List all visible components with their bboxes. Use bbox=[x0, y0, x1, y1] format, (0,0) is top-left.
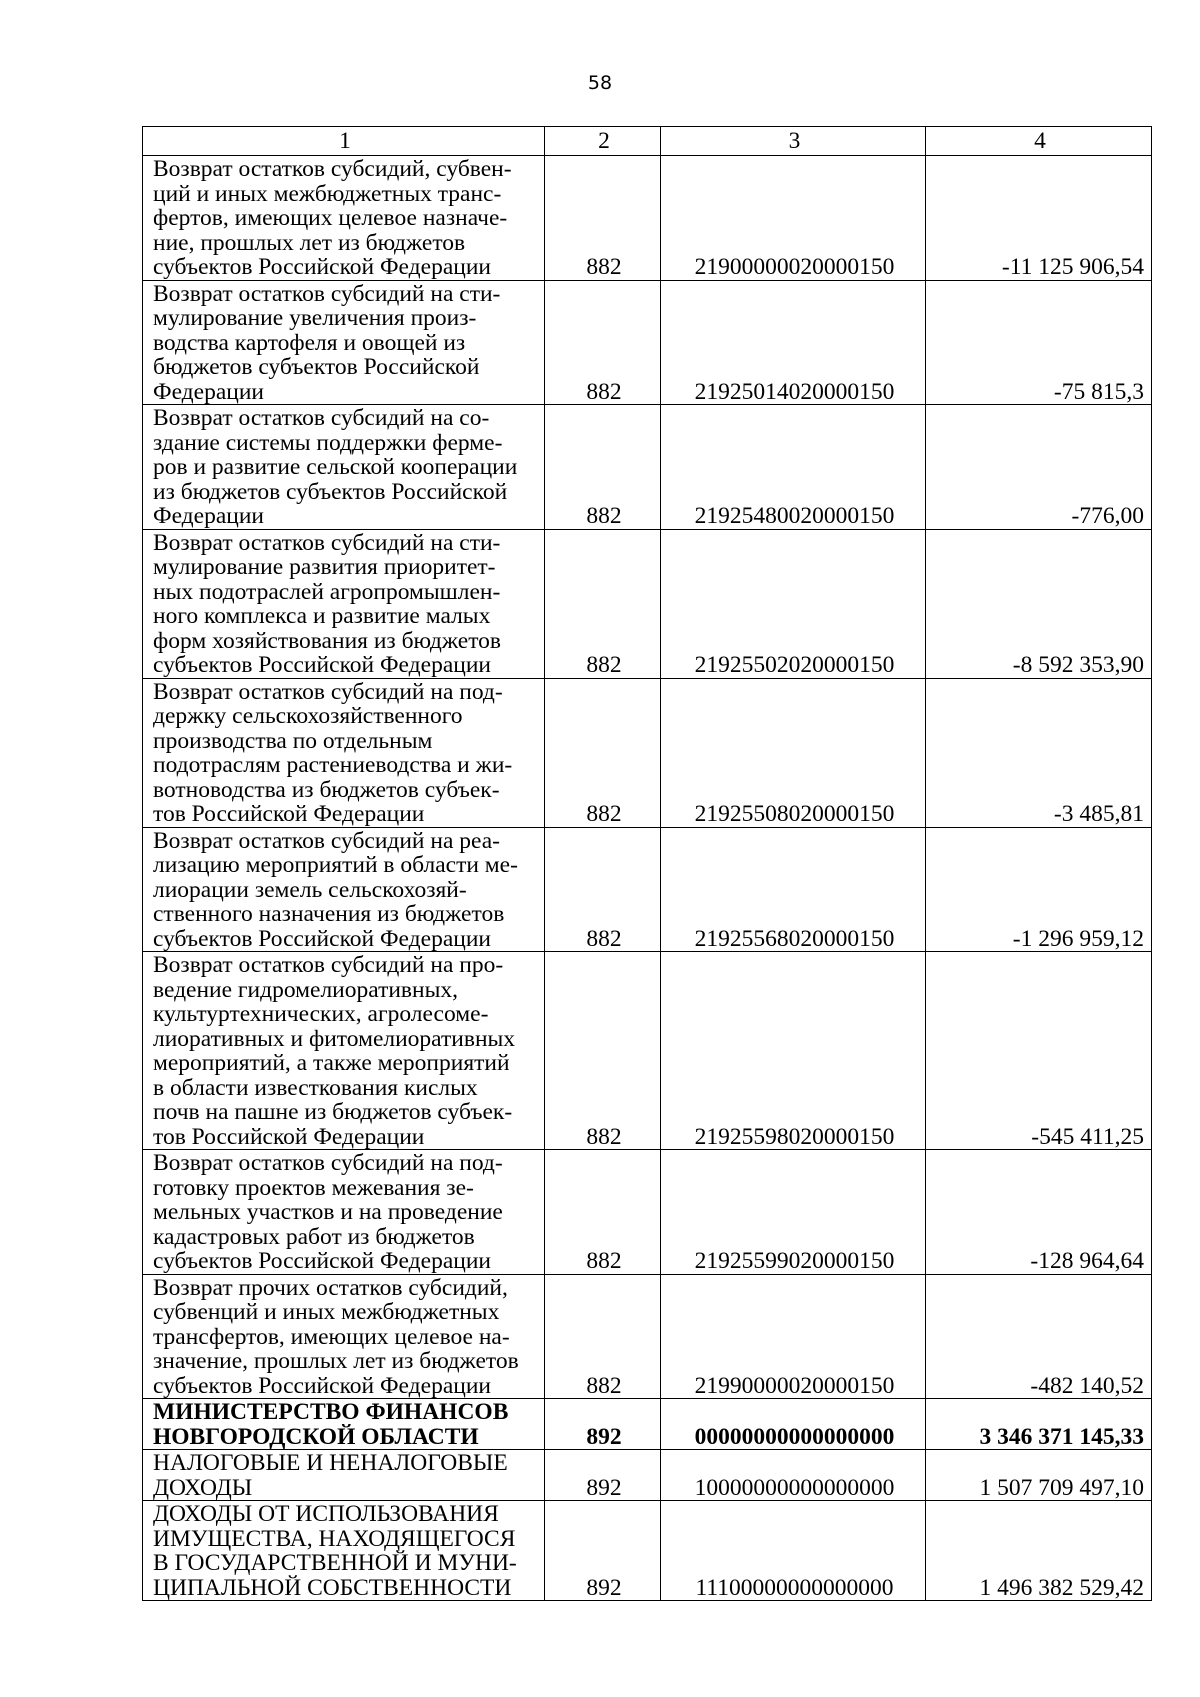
table-body bbox=[143, 156, 1152, 1601]
classification-code: 21925502020000150 bbox=[661, 529, 926, 678]
row-name-line: тов Российской Федерации bbox=[153, 801, 425, 827]
classification-code: 11100000000000000 bbox=[661, 1501, 926, 1601]
row-name-line: субъектов Российской Федерации bbox=[153, 925, 491, 952]
column-header-2: 2 bbox=[545, 127, 661, 156]
amount-value: -545 411,25 bbox=[926, 952, 1152, 1150]
amount-value: -11 125 906,54 bbox=[926, 156, 1152, 281]
row-name-line: ственного назначения из бюджетов bbox=[153, 901, 505, 927]
row-name-line: ние, прошлых лет из бюджетов bbox=[153, 229, 466, 256]
row-name-line: Возврат остатков субсидий на под- bbox=[153, 678, 503, 705]
admin-code: 892 bbox=[545, 1450, 661, 1501]
classification-code: 21925014020000150 bbox=[661, 280, 926, 405]
row-name-line: держку сельскохозяйственного bbox=[153, 703, 463, 729]
table-header bbox=[143, 127, 1152, 156]
header-row bbox=[143, 127, 1152, 156]
row-name-line: производства по отдельным bbox=[153, 727, 433, 754]
row-name-line: НОВГОРОДСКОЙ ОБЛАСТИ bbox=[153, 1423, 479, 1450]
row-name-line: форм хозяйствования из бюджетов bbox=[153, 627, 502, 654]
table-row bbox=[143, 280, 1152, 405]
classification-code: 21925508020000150 bbox=[661, 678, 926, 827]
amount-value: -482 140,52 bbox=[926, 1274, 1152, 1399]
table-row bbox=[143, 405, 1152, 530]
row-name-line: НАЛОГОВЫЕ И НЕНАЛОГОВЫЕ bbox=[153, 1450, 508, 1476]
row-name-line: ций и иных межбюджетных транс- bbox=[153, 180, 502, 207]
row-name-line: субъектов Российской Федерации bbox=[153, 652, 491, 678]
row-name-line: почв на пашне из бюджетов субъек- bbox=[153, 1099, 513, 1125]
row-name-line: Федерации bbox=[153, 378, 264, 405]
admin-code: 882 bbox=[545, 156, 661, 281]
row-name-line: мулирование увеличения произ- bbox=[153, 305, 477, 331]
row-name-line: субъектов Российской Федерации bbox=[153, 254, 491, 280]
admin-code: 882 bbox=[545, 1150, 661, 1275]
amount-value: 3 346 371 145,33 bbox=[926, 1399, 1152, 1450]
row-name bbox=[143, 1274, 545, 1399]
row-name-line: ДОХОДЫ bbox=[153, 1474, 253, 1501]
row-name-line: Возврат остатков субсидий, субвен- bbox=[153, 156, 512, 182]
row-name-line: субъектов Российской Федерации bbox=[153, 1372, 491, 1399]
table-row bbox=[143, 156, 1152, 281]
row-name-line: субъектов Российской Федерации bbox=[153, 1248, 491, 1274]
row-name-line: ных подотраслей агропромышлен- bbox=[153, 578, 501, 605]
row-name-line: в области известкования кислых bbox=[153, 1074, 478, 1101]
row-name-line: В ГОСУДАРСТВЕННОЙ И МУНИ- bbox=[153, 1550, 517, 1576]
classification-code: 21925598020000150 bbox=[661, 952, 926, 1150]
classification-code: 21900000020000150 bbox=[661, 156, 926, 281]
table-row bbox=[143, 1274, 1152, 1399]
admin-code: 882 bbox=[545, 952, 661, 1150]
row-name-line: Возврат остатков субсидий на реа- bbox=[153, 827, 500, 854]
row-name bbox=[143, 1150, 545, 1275]
table-row bbox=[143, 1150, 1152, 1275]
row-name-line: значение, прошлых лет из бюджетов bbox=[153, 1348, 519, 1374]
table-row bbox=[143, 1501, 1152, 1601]
row-name-line: вотноводства из бюджетов субъек- bbox=[153, 776, 500, 803]
row-name-line: ров и развитие сельской кооперации bbox=[153, 454, 518, 480]
admin-code: 882 bbox=[545, 405, 661, 530]
row-name bbox=[143, 156, 545, 281]
row-name bbox=[143, 952, 545, 1150]
classification-code: 21925480020000150 bbox=[661, 405, 926, 530]
table-row bbox=[143, 1450, 1152, 1501]
row-name bbox=[143, 529, 545, 678]
amount-value: -776,00 bbox=[926, 405, 1152, 530]
row-name-line: бюджетов субъектов Российской bbox=[153, 354, 480, 380]
row-name-line: МИНИСТЕРСТВО ФИНАНСОВ bbox=[153, 1399, 509, 1425]
row-name-line: мулирование развития приоритет- bbox=[153, 554, 496, 580]
amount-value: 1 507 709 497,10 bbox=[926, 1450, 1152, 1501]
classification-code: 10000000000000000 bbox=[661, 1450, 926, 1501]
classification-code: 21990000020000150 bbox=[661, 1274, 926, 1399]
column-header-4: 4 bbox=[926, 127, 1152, 156]
row-name bbox=[143, 1399, 545, 1450]
row-name bbox=[143, 1450, 545, 1501]
admin-code: 882 bbox=[545, 280, 661, 405]
row-name-line: готовку проектов межевания зе- bbox=[153, 1174, 474, 1201]
admin-code: 882 bbox=[545, 529, 661, 678]
row-name-line: Возврат остатков субсидий на со- bbox=[153, 405, 490, 431]
row-name bbox=[143, 1501, 545, 1601]
amount-value: -8 592 353,90 bbox=[926, 529, 1152, 678]
row-name-line: ЦИПАЛЬНОЙ СОБСТВЕННОСТИ bbox=[153, 1574, 512, 1601]
row-name-line: водства картофеля и овощей из bbox=[153, 329, 466, 356]
row-name bbox=[143, 678, 545, 827]
admin-code: 882 bbox=[545, 1274, 661, 1399]
row-name-line: субвенций и иных межбюджетных bbox=[153, 1299, 500, 1325]
amount-value: -1 296 959,12 bbox=[926, 827, 1152, 952]
table-row bbox=[143, 529, 1152, 678]
row-name-line: ИМУЩЕСТВА, НАХОДЯЩЕГОСЯ bbox=[153, 1525, 516, 1552]
column-header-3: 3 bbox=[661, 127, 926, 156]
row-name-line: кадастровых работ из бюджетов bbox=[153, 1223, 475, 1250]
table-row bbox=[143, 952, 1152, 1150]
table-row bbox=[143, 678, 1152, 827]
row-name-line: Возврат остатков субсидий на под- bbox=[153, 1150, 503, 1176]
row-name-line: мельных участков и на проведение bbox=[153, 1199, 503, 1225]
revenue-table bbox=[142, 126, 1152, 1601]
row-name-line: культуртехнических, агролесоме- bbox=[153, 1001, 489, 1027]
amount-value: -75 815,3 bbox=[926, 280, 1152, 405]
row-name-line: Возврат остатков субсидий на про- bbox=[153, 952, 504, 978]
row-name-line: Федерации bbox=[153, 503, 264, 529]
admin-code: 892 bbox=[545, 1399, 661, 1450]
classification-code: 00000000000000000 bbox=[661, 1399, 926, 1450]
row-name-line: трансфертов, имеющих целевое на- bbox=[153, 1323, 510, 1350]
classification-code: 21925568020000150 bbox=[661, 827, 926, 952]
row-name-line: Возврат остатков субсидий на сти- bbox=[153, 529, 501, 556]
admin-code: 882 bbox=[545, 678, 661, 827]
row-name-line: подотраслям растениеводства и жи- bbox=[153, 752, 513, 778]
amount-value: 1 496 382 529,42 bbox=[926, 1501, 1152, 1601]
row-name-line: лиорации земель сельскохозяй- bbox=[153, 876, 467, 903]
row-name bbox=[143, 280, 545, 405]
admin-code: 882 bbox=[545, 827, 661, 952]
row-name bbox=[143, 827, 545, 952]
row-name-line: лизацию мероприятий в области ме- bbox=[153, 852, 518, 878]
classification-code: 21925599020000150 bbox=[661, 1150, 926, 1275]
amount-value: -128 964,64 bbox=[926, 1150, 1152, 1275]
row-name-line: ДОХОДЫ ОТ ИСПОЛЬЗОВАНИЯ bbox=[153, 1501, 499, 1527]
amount-value: -3 485,81 bbox=[926, 678, 1152, 827]
row-name-line: мероприятий, а также мероприятий bbox=[153, 1050, 510, 1076]
row-name-line: Возврат прочих остатков субсидий, bbox=[153, 1274, 508, 1301]
table-row bbox=[143, 1399, 1152, 1450]
row-name-line: лиоративных и фитомелиоративных bbox=[153, 1025, 516, 1052]
row-name-line: здание системы поддержки ферме- bbox=[153, 429, 503, 456]
row-name-line: ведение гидромелиоративных, bbox=[153, 976, 459, 1003]
column-header-1: 1 bbox=[143, 127, 545, 156]
page-number: 58 bbox=[587, 72, 613, 94]
row-name-line: из бюджетов субъектов Российской bbox=[153, 478, 508, 505]
admin-code: 892 bbox=[545, 1501, 661, 1601]
row-name-line: фертов, имеющих целевое назначе- bbox=[153, 205, 508, 231]
row-name-line: ного комплекса и развитие малых bbox=[153, 603, 491, 629]
row-name bbox=[143, 405, 545, 530]
row-name-line: Возврат остатков субсидий на сти- bbox=[153, 280, 501, 307]
table-row bbox=[143, 827, 1152, 952]
row-name-line: тов Российской Федерации bbox=[153, 1123, 425, 1150]
